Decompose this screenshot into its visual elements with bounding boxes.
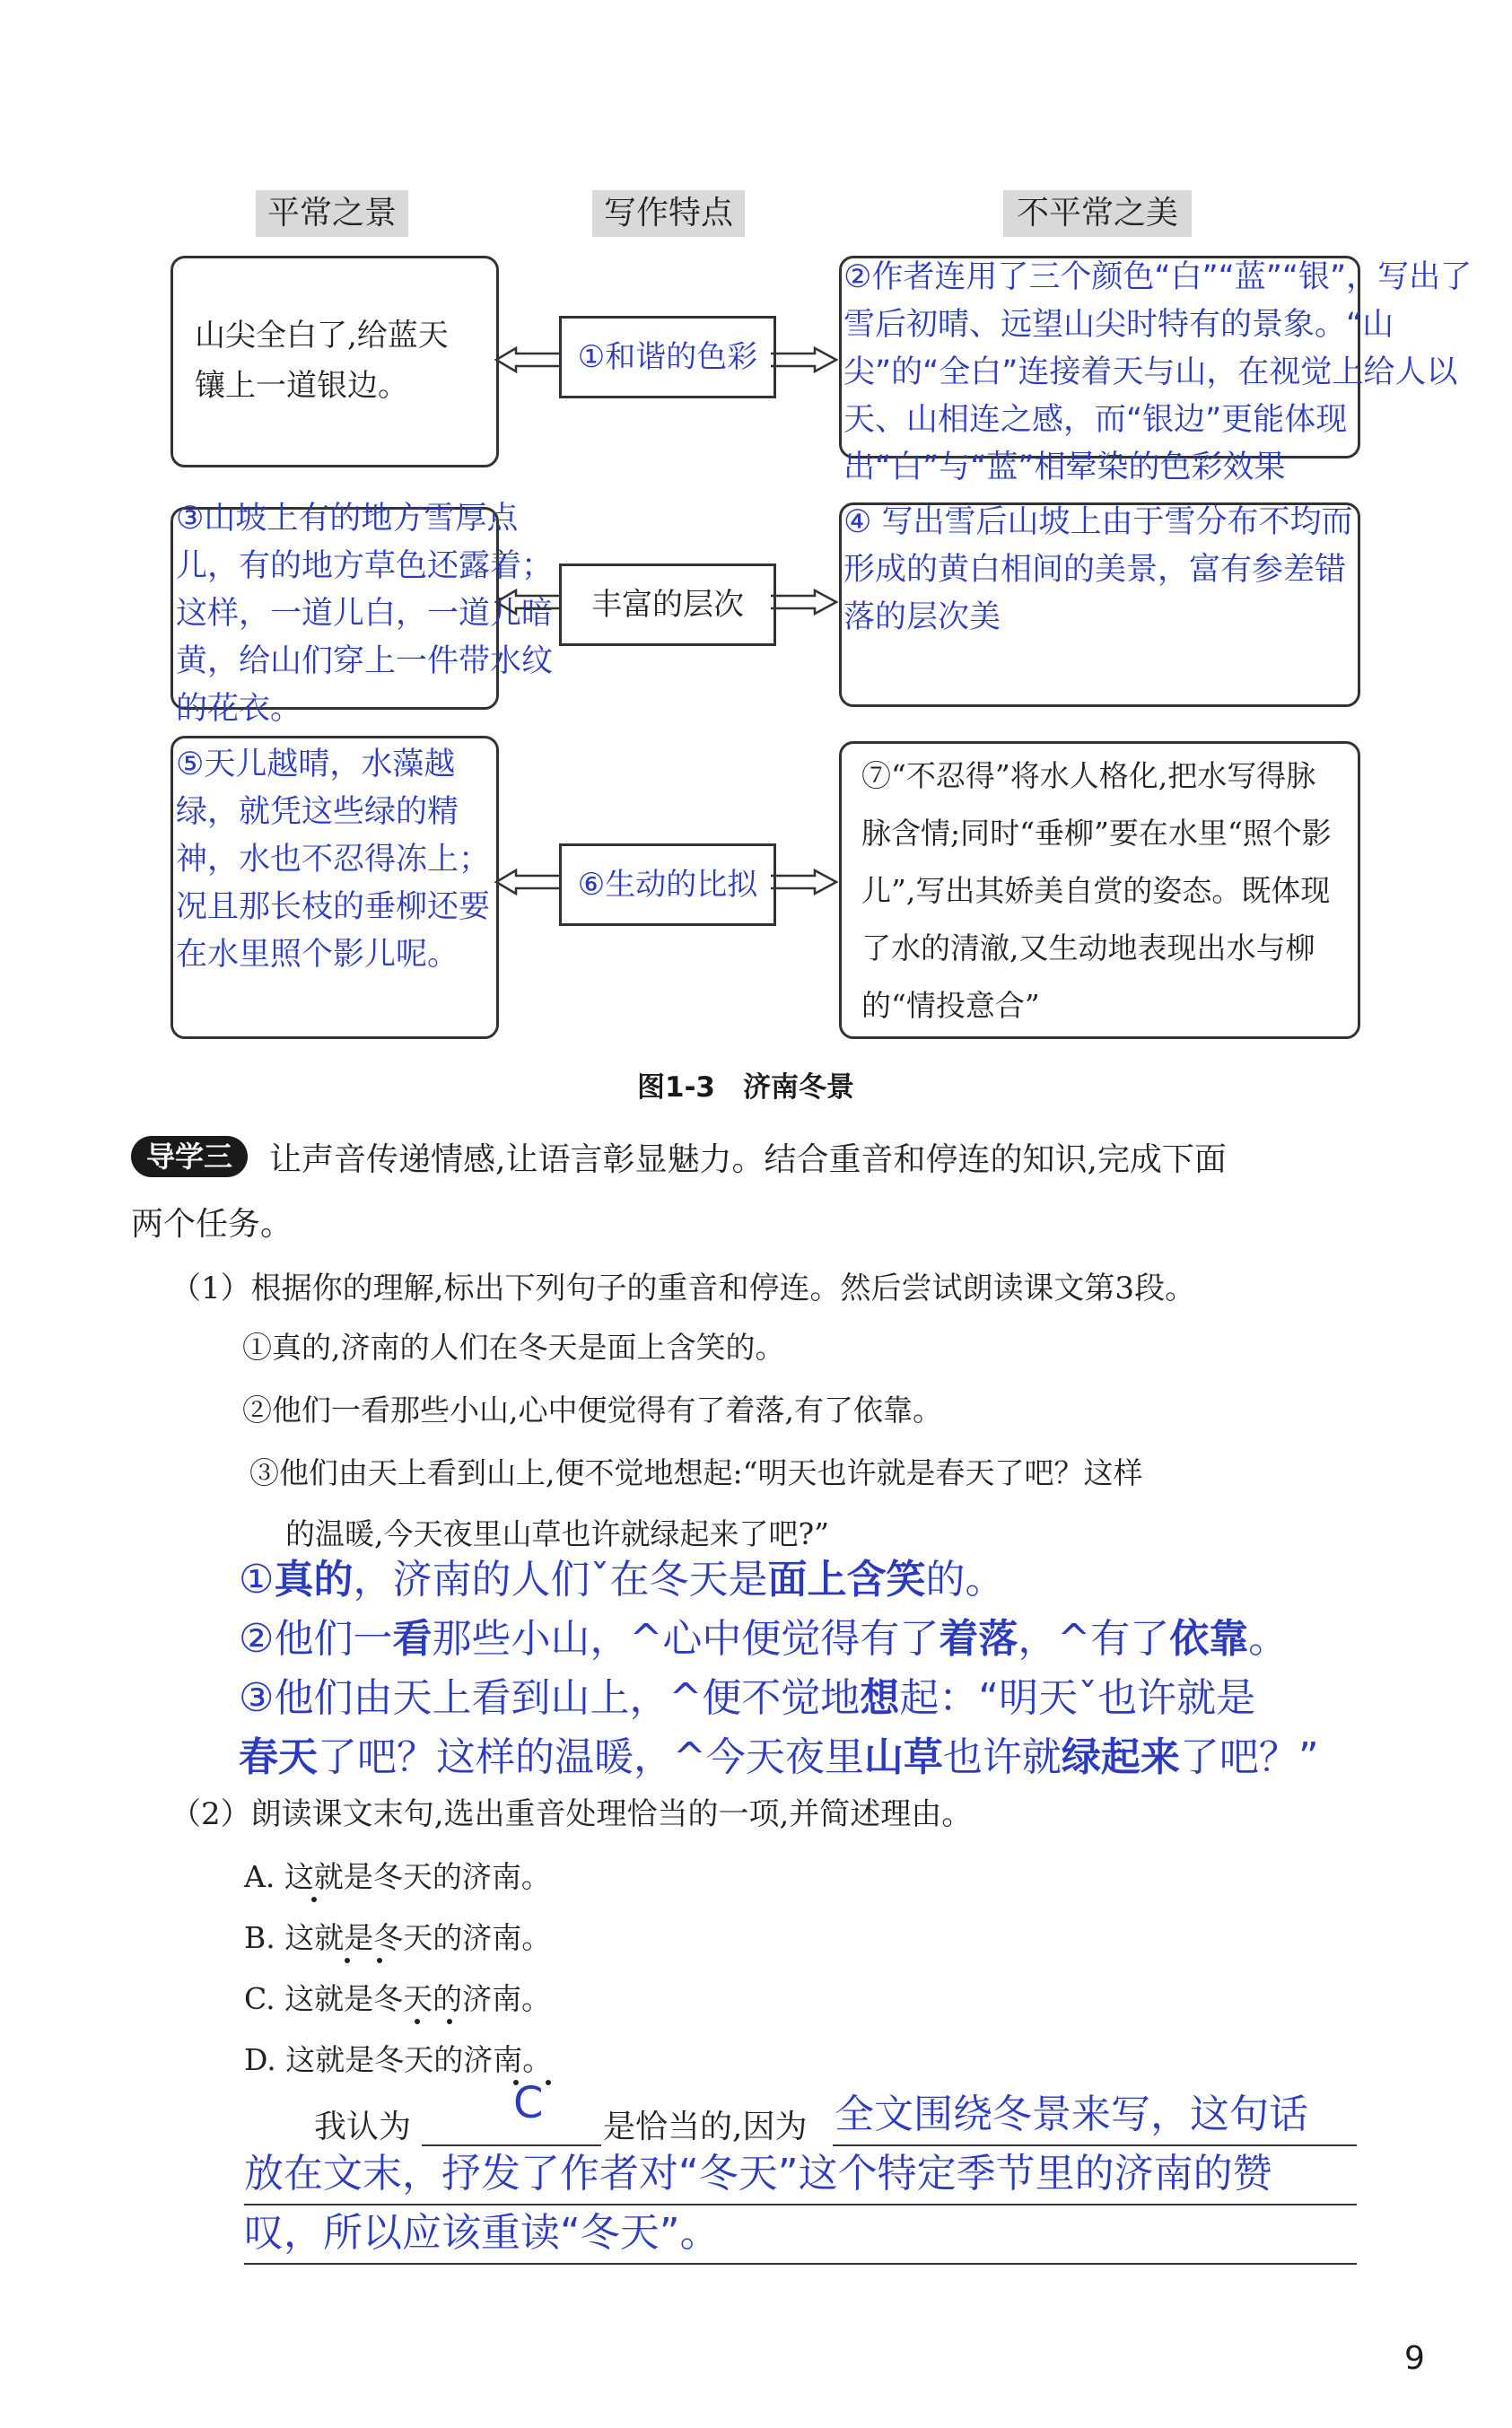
answer1-a1: ① [239, 1557, 275, 1603]
answer1-d2: 了吧？这样的温暖，^今天夜里 [318, 1734, 864, 1780]
arrows [0, 0, 1512, 1077]
answer-choice: C [513, 2078, 544, 2128]
answer-line2: 放在文末，抒发了作者对“冬天”这个特定季节里的济南的赞 [244, 2151, 1272, 2197]
arrow-left-2 [496, 590, 559, 614]
option-d-letter: D. [244, 2042, 276, 2077]
option-d [244, 2037, 552, 2079]
row1-right-text: ②作者连用了三个颜色“白”“蓝”“银”，写出了雪后初晴、远望山尖时特有的景象。“山尖”的“全白”连接着天与山，在视觉上给人以天、山相连之感，而“银边”更能体现出“白”与“蓝”相晕染的色彩效果 [843, 259, 1473, 485]
answer1-c3: 起：“明天ˇ也许就是 [899, 1675, 1256, 1721]
answer1-line2 [239, 1611, 1288, 1667]
answer-prompt-a: 我认为 [314, 2109, 412, 2145]
answer-line1: 全文围绕冬景来写，这句话 [835, 2092, 1308, 2137]
task1-sentence-3b: 的温暖,今天夜里山草也许就绿起来了吧?” [285, 1516, 830, 1551]
option-a [244, 1854, 551, 1896]
option-b [244, 1915, 551, 1957]
answer1-line1 [239, 1552, 1004, 1608]
row1-middle-box: ①和谐的色彩 [559, 316, 776, 398]
arrow-right-3 [771, 870, 836, 894]
header-right: 不平常之美 [1003, 190, 1192, 237]
answer1-d1: 春天 [239, 1734, 318, 1780]
emphasis-dot-d2 [546, 2080, 551, 2085]
option-a-text: 这就是冬天的济南。 [284, 1859, 551, 1894]
row2-left-text: ③山坡上有的地方雪厚点儿，有的地方草色还露着；这样，一道儿白，一道儿暗黄，给山们穿上一件带水纹的花衣。 [176, 501, 554, 727]
answer1-b7: 。 [1248, 1616, 1289, 1662]
option-b-text: 这就是冬天的济南。 [284, 1920, 552, 1955]
section-intro-line2: 两个任务。 [131, 1206, 293, 1243]
option-c-letter: C. [244, 1981, 275, 2016]
answer1-d4: 也许就 [942, 1734, 1062, 1780]
option-a-letter: A. [244, 1859, 275, 1894]
section-intro-line1: 让声音传递情感,让语言彰显魅力。结合重音和停连的知识,完成下面 [269, 1141, 1227, 1178]
option-c-text: 这就是冬天的济南。 [284, 1981, 552, 2016]
task1-sentence-1: ①真的,济南的人们在冬天是面上含笑的。 [242, 1330, 785, 1365]
figure-caption: 图1-3 济南冬景 [637, 1071, 855, 1104]
answer1-a3: ，济南的人们ˇ在冬天是 [353, 1557, 768, 1603]
answer1-b6: 依靠 [1169, 1616, 1249, 1662]
answer1-a5: 的。 [925, 1557, 1005, 1603]
answer1-line4 [239, 1730, 1319, 1786]
answer1-c2: 想 [860, 1675, 900, 1721]
emphasis-dot-b1 [345, 1958, 350, 1963]
arrow-right-2 [771, 590, 836, 614]
task1-sentence-3a: ③他们由天上看到山上,便不觉地想起:“明天也许就是春天了吧？这样 [249, 1455, 1143, 1490]
page-number: 9 [1404, 2340, 1425, 2377]
header-left: 平常之景 [256, 190, 408, 237]
emphasis-dot-c1 [415, 2019, 420, 2024]
answer1-d3: 山草 [863, 1734, 943, 1780]
arrow-left-1 [496, 348, 559, 371]
answer1-d6: 了吧？” [1179, 1734, 1319, 1780]
row2-middle-box: 丰富的层次 [559, 563, 776, 646]
answer1-c1: ③他们由天上看到山上，^便不觉地 [239, 1675, 861, 1721]
row3-middle-box: ⑥生动的比拟 [559, 843, 776, 926]
answer1-b4: 着落 [939, 1616, 1018, 1662]
option-c [244, 1976, 551, 2018]
section-badge-label: 导学三 [145, 1140, 232, 1174]
emphasis-dot-a [311, 1897, 317, 1902]
answer1-b5: ，^有了 [1018, 1616, 1170, 1662]
section-badge [131, 1136, 248, 1177]
answer1-a2: 真的 [274, 1557, 354, 1603]
emphasis-dot-b2 [377, 1958, 382, 1963]
arrow-right-1 [771, 348, 836, 371]
task1-sentence-2: ②他们一看那些小山,心中便觉得有了着落,有了依靠。 [242, 1393, 942, 1428]
task2-title: （2）朗读课文末句,选出重音处理恰当的一项,并简述理由。 [170, 1796, 973, 1832]
row3-right-text: ⑦“不忍得”将水人格化,把水写得脉脉含情;同时“垂柳”要在水里“照个影儿”,写出其娇美自赏的姿态。既体现了水的清澈,又生动地表现出水与柳的“情投意合” [861, 758, 1332, 1023]
row2-right-text: ④ 写出雪后山坡上由于雪分布不均而形成的黄白相间的美景，富有参差错落的层次美 [843, 504, 1353, 635]
answer-line3: 叹，所以应该重读“冬天”。 [244, 2210, 720, 2256]
arrow-left-3 [496, 870, 559, 894]
answer1-b1: ②他们一 [239, 1616, 393, 1662]
answer1-a4: 面上含笑 [767, 1557, 926, 1603]
answer1-b3: 那些小山，^心中便觉得有了 [432, 1616, 940, 1662]
option-d-text: 这就是冬天的济南。 [285, 2042, 553, 2077]
answer1-b2: 看 [392, 1616, 433, 1662]
answer-prompt-b: 是恰当的,因为 [603, 2109, 808, 2145]
row3-left-text: ⑤天儿越晴，水藻越绿，就凭这些绿的精神，水也不忍得冻上；况且那长枝的垂柳还要在水里照个影儿呢。 [176, 747, 491, 973]
emphasis-dot-c2 [447, 2019, 452, 2024]
header-middle: 写作特点 [592, 190, 745, 237]
answer-underline-3 [244, 2263, 1357, 2265]
answer1-d5: 绿起来 [1061, 1734, 1180, 1780]
option-b-letter: B. [244, 1920, 275, 1955]
task1-title: （1）根据你的理解,标出下列句子的重音和停连。然后尝试朗读课文第3段。 [170, 1271, 1196, 1306]
row1-left-text: 山尖全白了,给蓝天镶上一道银边。 [195, 318, 449, 404]
answer1-line3 [239, 1671, 1255, 1726]
